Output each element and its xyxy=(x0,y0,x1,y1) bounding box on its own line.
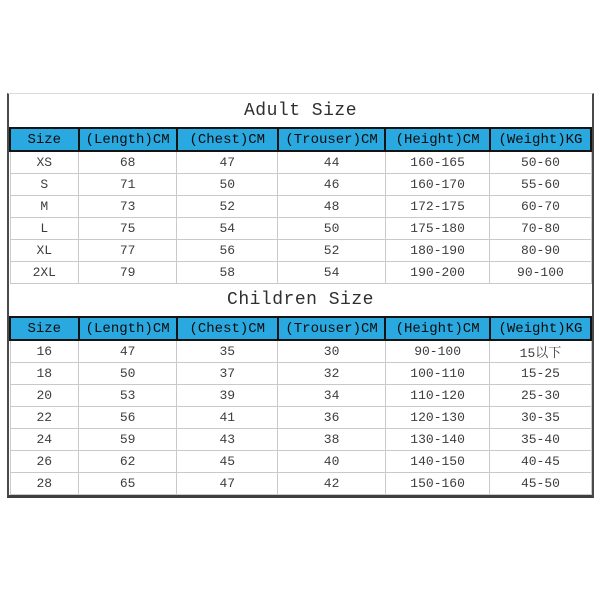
adult-header-chest: (Chest)CM xyxy=(177,128,278,151)
table-cell: 172-175 xyxy=(385,196,490,218)
table-cell: 45-50 xyxy=(490,473,591,495)
adult-header-size: Size xyxy=(10,128,79,151)
table-row-26 xyxy=(10,451,591,473)
table-cell: 53 xyxy=(79,385,177,407)
table-cell: 180-190 xyxy=(385,240,490,262)
table-cell: 47 xyxy=(79,340,177,363)
adult-size-title: Adult Size xyxy=(243,100,358,121)
table-cell: 60-70 xyxy=(490,196,591,218)
table-cell: 70-80 xyxy=(490,218,591,240)
table-cell: 42 xyxy=(278,473,385,495)
children-header-trouser: (Trouser)CM xyxy=(278,317,385,340)
table-row-28 xyxy=(10,473,591,495)
children-header-length: (Length)CM xyxy=(79,317,177,340)
children-header-weight: (Weight)KG xyxy=(490,317,591,340)
table-cell: 48 xyxy=(278,196,385,218)
table-cell: 140-150 xyxy=(385,451,490,473)
adult-header-length: (Length)CM xyxy=(79,128,177,151)
children-header-row xyxy=(10,317,591,340)
table-cell: 77 xyxy=(79,240,177,262)
table-cell: 32 xyxy=(278,363,385,385)
table-cell: 71 xyxy=(79,174,177,196)
table-cell: 130-140 xyxy=(385,429,490,451)
table-cell: 54 xyxy=(278,262,385,284)
table-row-s xyxy=(10,174,591,196)
adult-header-height: (Height)CM xyxy=(385,128,490,151)
table-cell: 20 xyxy=(10,385,79,407)
table-cell: 160-170 xyxy=(385,174,490,196)
table-cell: 47 xyxy=(177,473,278,495)
table-cell: 56 xyxy=(177,240,278,262)
table-cell: 40-45 xyxy=(490,451,591,473)
adult-header-weight: (Weight)KG xyxy=(490,128,591,151)
children-size-table xyxy=(9,316,592,495)
table-cell: S xyxy=(10,174,79,196)
table-cell: 120-130 xyxy=(385,407,490,429)
table-cell: 58 xyxy=(177,262,278,284)
table-cell: 59 xyxy=(79,429,177,451)
table-cell: L xyxy=(10,218,79,240)
table-cell: 80-90 xyxy=(490,240,591,262)
table-cell: 47 xyxy=(177,151,278,174)
table-cell: 28 xyxy=(10,473,79,495)
table-cell: 18 xyxy=(10,363,79,385)
table-cell: 52 xyxy=(177,196,278,218)
table-cell: 25-30 xyxy=(490,385,591,407)
table-cell: 75 xyxy=(79,218,177,240)
table-cell: 73 xyxy=(79,196,177,218)
size-chart-frame xyxy=(7,93,594,498)
table-cell: 30-35 xyxy=(490,407,591,429)
table-cell: 24 xyxy=(10,429,79,451)
table-cell: 16 xyxy=(10,340,79,363)
table-cell: 79 xyxy=(79,262,177,284)
table-cell: 35 xyxy=(177,340,278,363)
table-cell: 160-165 xyxy=(385,151,490,174)
table-cell: 90-100 xyxy=(490,262,591,284)
table-cell: 50 xyxy=(177,174,278,196)
table-cell: 30 xyxy=(278,340,385,363)
table-cell: 190-200 xyxy=(385,262,490,284)
table-cell: 54 xyxy=(177,218,278,240)
table-row-16 xyxy=(10,340,591,363)
table-cell: 175-180 xyxy=(385,218,490,240)
adult-header-trouser: (Trouser)CM xyxy=(278,128,385,151)
table-cell: 2XL xyxy=(10,262,79,284)
table-cell: 44 xyxy=(278,151,385,174)
table-cell: 62 xyxy=(79,451,177,473)
table-cell: M xyxy=(10,196,79,218)
adult-size-table xyxy=(9,127,592,284)
table-cell: 34 xyxy=(278,385,385,407)
table-cell: 37 xyxy=(177,363,278,385)
table-row-2xl xyxy=(10,262,591,284)
table-cell: 100-110 xyxy=(385,363,490,385)
table-cell: 50 xyxy=(79,363,177,385)
table-row-xs xyxy=(10,151,591,174)
table-cell: 68 xyxy=(79,151,177,174)
table-cell: 65 xyxy=(79,473,177,495)
table-cell: 15以下 xyxy=(490,340,591,363)
table-cell: 43 xyxy=(177,429,278,451)
table-cell: 40 xyxy=(278,451,385,473)
table-cell: 38 xyxy=(278,429,385,451)
table-cell: 90-100 xyxy=(385,340,490,363)
table-cell: 110-120 xyxy=(385,385,490,407)
table-cell: 15-25 xyxy=(490,363,591,385)
table-cell: 46 xyxy=(278,174,385,196)
table-cell: 50-60 xyxy=(490,151,591,174)
table-cell: 26 xyxy=(10,451,79,473)
table-cell: 45 xyxy=(177,451,278,473)
children-header-size: Size xyxy=(10,317,79,340)
table-cell: XS xyxy=(10,151,79,174)
table-cell: 50 xyxy=(278,218,385,240)
table-cell: 36 xyxy=(278,407,385,429)
table-row-24 xyxy=(10,429,591,451)
adult-header-row xyxy=(10,128,591,151)
table-cell: 41 xyxy=(177,407,278,429)
table-cell: 56 xyxy=(79,407,177,429)
children-header-chest: (Chest)CM xyxy=(177,317,278,340)
table-row-m xyxy=(10,196,591,218)
table-row-20 xyxy=(10,385,591,407)
table-cell: 52 xyxy=(278,240,385,262)
table-cell: 35-40 xyxy=(490,429,591,451)
table-cell: XL xyxy=(10,240,79,262)
table-row-xl xyxy=(10,240,591,262)
table-cell: 150-160 xyxy=(385,473,490,495)
table-row-l xyxy=(10,218,591,240)
table-row-18 xyxy=(10,363,591,385)
children-header-height: (Height)CM xyxy=(385,317,490,340)
table-cell: 55-60 xyxy=(490,174,591,196)
table-cell: 39 xyxy=(177,385,278,407)
table-row-22 xyxy=(10,407,591,429)
children-size-title: Children Size xyxy=(227,290,374,310)
table-cell: 22 xyxy=(10,407,79,429)
